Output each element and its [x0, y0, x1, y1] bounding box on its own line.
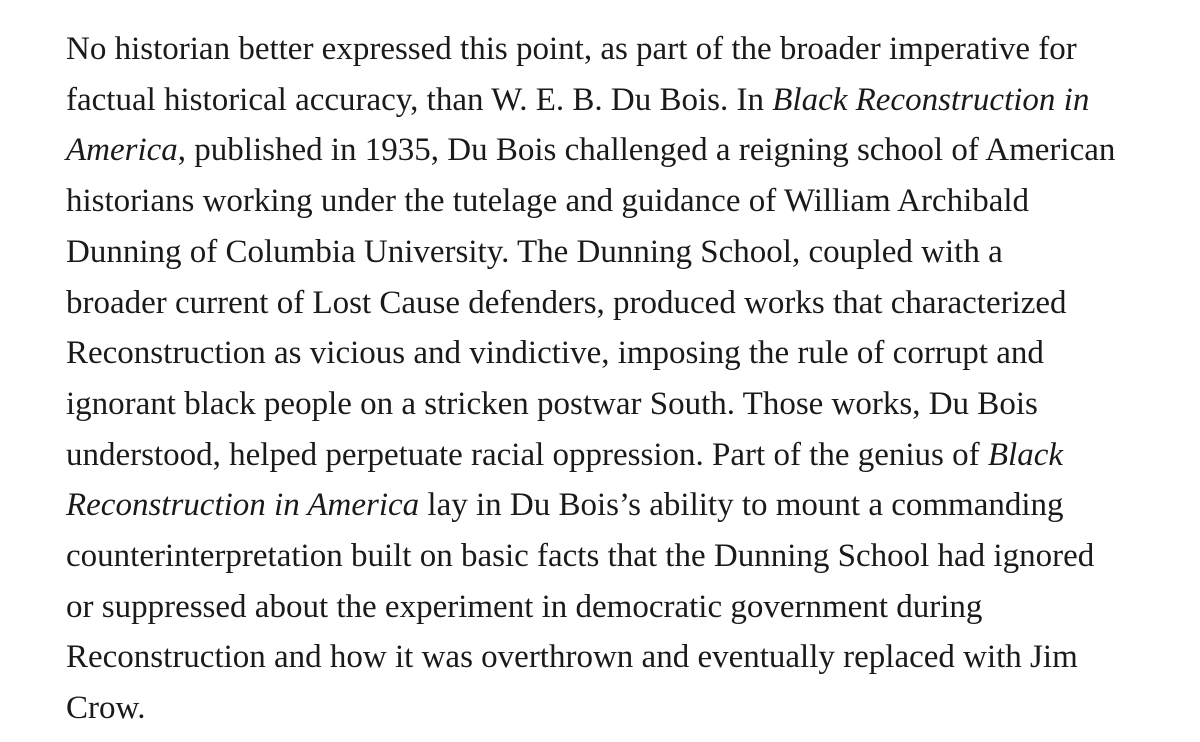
text-line	[66, 683, 1176, 734]
text-line	[66, 582, 1176, 633]
text-run: historians working under the tutelage and guidance of William Archibald	[66, 183, 1030, 220]
text-run: understood, helped perpetuate racial oppression. Part of the genius of	[66, 436, 988, 473]
text-run: Reconstruction as vicious and vindictive, imposing the rule of corrupt and	[66, 335, 1044, 372]
text-run: factual historical accuracy, than W. E. B. Du Bois. In	[66, 81, 773, 118]
text-line	[66, 632, 1176, 683]
text-line	[66, 379, 1176, 430]
text-line	[66, 430, 1176, 481]
text-line	[66, 531, 1176, 582]
text-line	[66, 278, 1176, 329]
text-line	[66, 176, 1176, 227]
italic-title: America	[66, 132, 178, 169]
italic-title: Black	[987, 436, 1064, 473]
text-line	[66, 480, 1176, 531]
text-run: Dunning of Columbia University. The Dunning School, coupled with a	[66, 233, 1003, 270]
text-line	[66, 328, 1176, 379]
text-line	[66, 24, 1176, 75]
text-line	[66, 75, 1176, 126]
document-page	[66, 24, 1176, 734]
text-run: No historian better expressed this point, as part of the broader imperative for	[66, 31, 1077, 67]
text-run: , published in 1935, Du Bois challenged a reigning school of American	[177, 132, 1116, 169]
text-run: lay in Du Bois’s ability to mount a commanding	[419, 487, 1064, 524]
italic-title: Reconstruction in America	[66, 487, 420, 524]
text-run: or suppressed about the experiment in democratic government during	[66, 588, 983, 625]
text-run: broader current of Lost Cause defenders, produced works that characterized	[66, 284, 1067, 321]
text-run: ignorant black people on a stricken postwar South. Those works, Du Bois	[66, 385, 1038, 422]
text-run: Reconstruction and how it was overthrown and eventually replaced with Jim	[66, 639, 1078, 676]
text-line	[66, 227, 1176, 278]
italic-title: Black Reconstruction in	[772, 81, 1090, 118]
body-paragraph	[66, 24, 1176, 734]
text-line	[66, 125, 1176, 176]
text-run: Crow.	[66, 690, 146, 727]
text-run: counterinterpretation built on basic facts that the Dunning School had ignored	[66, 538, 1095, 575]
